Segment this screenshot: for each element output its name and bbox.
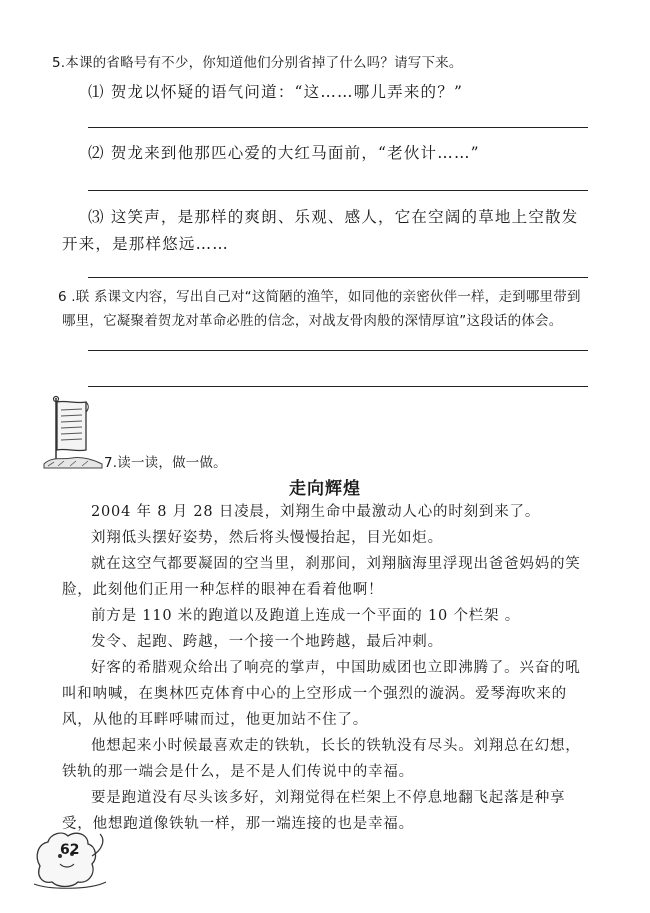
scroll-flag-icon [42, 394, 104, 472]
passage-paragraph: 好客的希腊观众给出了响亮的掌声，中国助威团也立即沸腾了。兴奋的吼叫和呐喊，在奥林匹克体育中心的上空形成一个强烈的漩涡。爱琴海吹来的风，从他的耳畔呼啸而过，他更加站不住了。 [62, 660, 581, 728]
passage-body [62, 499, 586, 837]
passage-paragraph: 2004 年 8 月 28 日凌晨，刘翔生命中最激动人心的时刻到来了。 [91, 504, 541, 520]
passage-paragraph: 要是跑道没有尽头该多好，刘翔觉得在栏架上不停息地翻飞起落是种享受，他想跑道像铁轨一样，那一端连接的也是幸福。 [62, 790, 566, 832]
question-5-item-3-line-2: 开来，是那样悠远…… [62, 235, 230, 253]
question-5-item-2: ⑵ 贺龙来到他那匹心爱的大红马面前，“老伙计……” [88, 144, 480, 162]
answer-line[interactable] [88, 350, 588, 351]
question-5-item-3-line-1: ⑶ 这笑声，是那样的爽朗、乐观、感人，它在空阔的草地上空散发 [88, 208, 579, 226]
passage-title: 走向辉煌 [289, 479, 361, 499]
answer-line[interactable] [88, 386, 588, 387]
answer-line[interactable] [88, 277, 588, 278]
question-6-line-1: 6 .联 系课文内容，写出自己对“这简陋的渔竿，如同他的亲密伙伴一样，走到哪里带到 [58, 289, 581, 305]
page-number: 62 [60, 842, 80, 858]
passage-paragraph: 前方是 110 米的跑道以及跑道上连成一个平面的 10 个栏架 。 [91, 608, 521, 624]
passage-paragraph: 刘翔低头摆好姿势，然后将头慢慢抬起，目光如炬。 [91, 530, 443, 546]
question-6-line-2: 哪里，它凝聚着贺龙对革命必胜的信念，对战友骨肉般的深情厚谊”这段话的体会。 [62, 313, 563, 329]
answer-line[interactable] [88, 127, 588, 128]
answer-line[interactable] [88, 190, 588, 191]
cartoon-character-icon [30, 826, 110, 892]
passage-paragraph: 发令、起跑、跨越，一个接一个地跨越，最后冲刺。 [91, 634, 443, 650]
passage-paragraph: 就在这空气都要凝固的空当里，刹那间，刘翔脑海里浮现出爸爸妈妈的笑脸，此刻他们正用一种怎样的眼神在看着他啊！ [62, 556, 581, 598]
question-7-heading: 7.读一读，做一做。 [104, 455, 227, 471]
passage-paragraph: 他想起来小时候最喜欢走的铁轨，长长的铁轨没有尽头。刘翔总在幻想，铁轨的那一端会是什么，是不是人们传说中的幸福。 [62, 738, 581, 780]
question-5-heading: 5.本课的省略号有不少，你知道他们分别省掉了什么吗？请写下来。 [52, 55, 463, 71]
question-5-item-1: ⑴ 贺龙以怀疑的语气问道：“这……哪儿弄来的？” [88, 83, 464, 101]
